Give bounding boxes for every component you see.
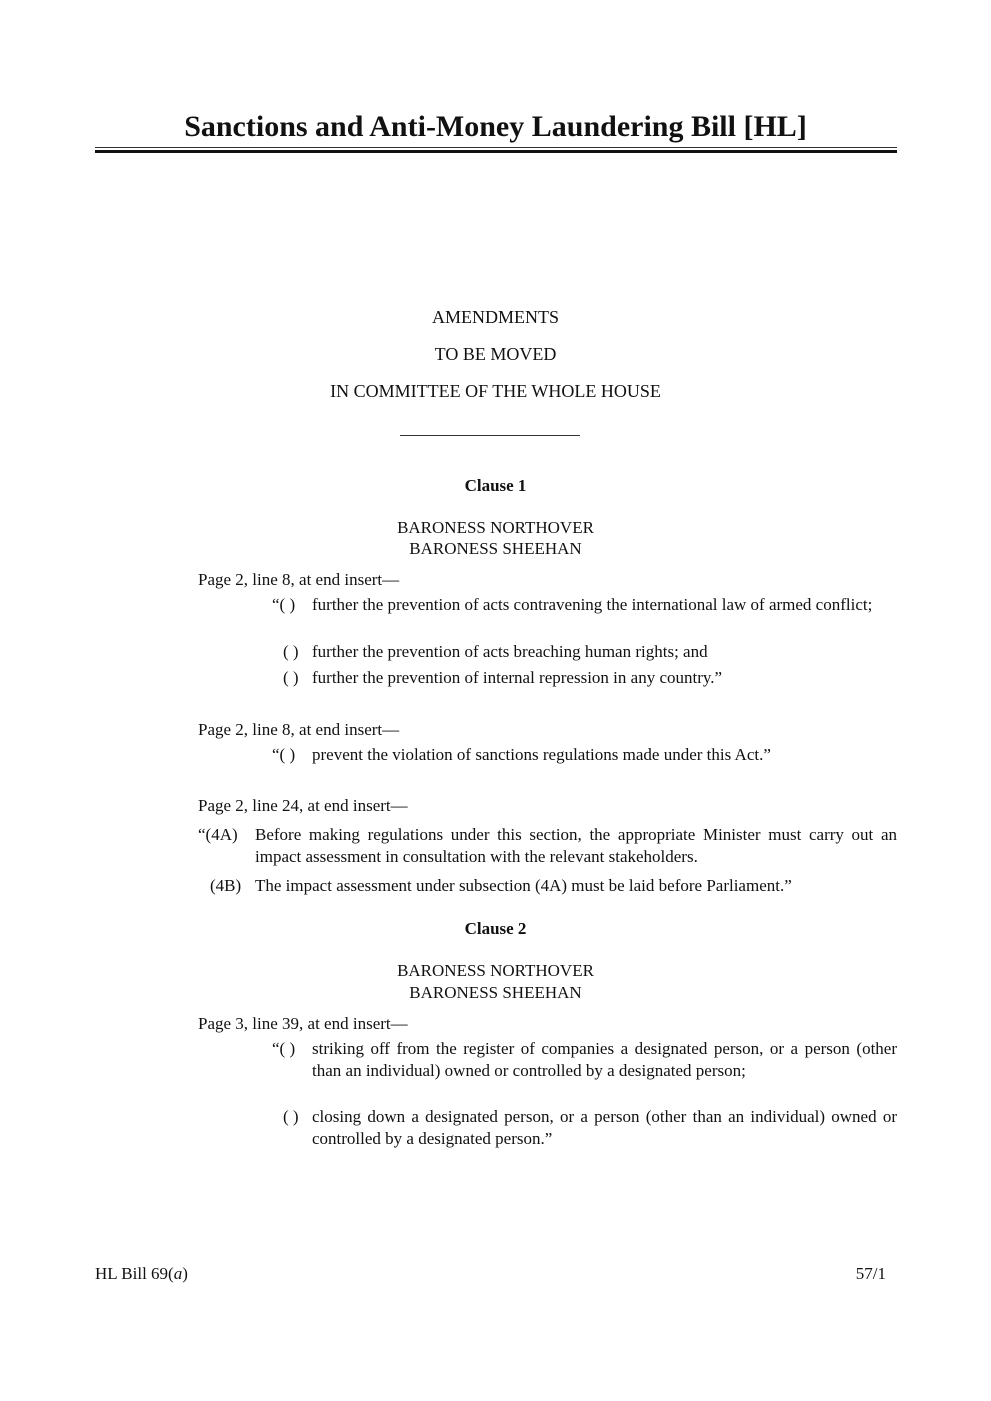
clause-2-heading: Clause 2 [464, 919, 527, 938]
item-marker: “( ) [272, 1039, 296, 1058]
heading-committee: IN COMMITTEE OF THE WHOLE HOUSE [330, 381, 661, 401]
item-marker: “( ) [272, 595, 296, 614]
page-number: 57/1 [855, 1264, 886, 1283]
mover-name: BARONESS NORTHOVER [397, 961, 594, 980]
section-divider [400, 435, 580, 436]
amendment-item-text: further the prevention of acts breaching human rights; and [312, 642, 708, 661]
item-marker: ( ) [283, 642, 299, 661]
bill-reference-text: HL Bill 69( [95, 1264, 174, 1283]
bill-reference-end: ) [182, 1264, 188, 1283]
amendment-item-text: The impact assessment under subsection (4A) must be laid before Parliament.” [255, 876, 792, 895]
amendment-item-text: further the prevention of internal repression in any country.” [312, 668, 723, 687]
amendment-item-text: prevent the violation of sanctions regulations made under this Act.” [312, 745, 771, 764]
item-marker: “( ) [272, 745, 296, 764]
item-marker: (4B) [210, 876, 242, 895]
amendment-item-text: Before making regulations under this section, the appropriate Minister must carry out an impact assessment in consultation with the relevant stakeholders. [255, 825, 897, 866]
mover-name: BARONESS SHEEHAN [409, 983, 582, 1002]
amendment-item-text: striking off from the register of companies a designated person, or a person (other than an individual) owned or controlled by a designated person; [312, 1039, 897, 1080]
clause-1-heading: Clause 1 [464, 476, 527, 495]
amendment-item-text: closing down a designated person, or a person (other than an individual) owned or controlled by a designated person.” [312, 1107, 897, 1148]
amendment-item-text: further the prevention of acts contravening the international law of armed conflict; [312, 595, 873, 614]
item-marker: ( ) [283, 1107, 299, 1126]
bill-reference-italic: a [173, 1264, 183, 1283]
heading-to-be-moved: TO BE MOVED [434, 344, 557, 364]
amendment-location: Page 3, line 39, at end insert— [198, 1014, 408, 1033]
amendment-location: Page 2, line 8, at end insert— [198, 570, 400, 589]
item-marker: “(4A) [198, 825, 238, 844]
item-marker: ( ) [283, 668, 299, 687]
title-rule-thin [95, 147, 897, 148]
amendment-location: Page 2, line 24, at end insert— [198, 796, 408, 815]
heading-amendments: AMENDMENTS [431, 307, 559, 327]
bill-reference [95, 1263, 188, 1285]
amendment-location: Page 2, line 8, at end insert— [198, 720, 400, 739]
title-rule-thick [95, 150, 897, 153]
mover-name: BARONESS NORTHOVER [397, 518, 594, 537]
mover-name: BARONESS SHEEHAN [409, 539, 582, 558]
document-title: Sanctions and Anti-Money Laundering Bill [HL] [184, 110, 807, 143]
